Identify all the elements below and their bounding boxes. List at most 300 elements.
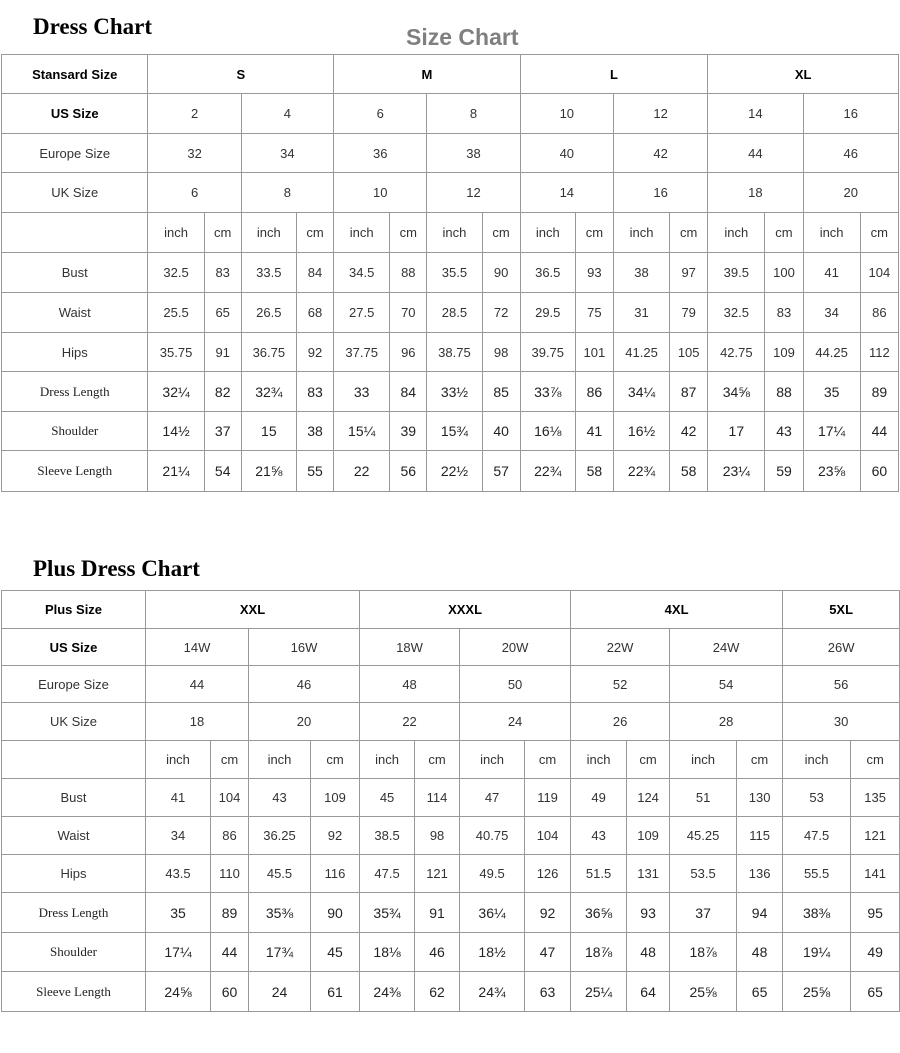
measurement-cell: 25.5 [148, 293, 204, 333]
measurement-cell: 35.75 [148, 333, 204, 372]
measurement-cell: 60 [860, 451, 898, 492]
unit-row [2, 213, 899, 253]
measurement-cell: 34⅝ [708, 372, 765, 412]
measurement-cell: 91 [415, 893, 460, 933]
measurement-cell: 75 [575, 293, 613, 333]
size-value-cell: 8 [241, 173, 333, 213]
measurement-cell: 112 [860, 333, 898, 372]
measurement-cell: 51.5 [571, 855, 627, 893]
row-label: UK Size [2, 703, 146, 741]
size-value-cell: 32 [148, 134, 241, 173]
unit-cell: inch [427, 213, 482, 253]
row-label: Dress Length [2, 372, 148, 412]
measurement-cell: 93 [575, 253, 613, 293]
measurement-row [2, 293, 899, 333]
measurement-cell: 17¼ [803, 412, 860, 451]
size-value-cell: 16W [249, 629, 360, 666]
size-value-cell: 20W [460, 629, 571, 666]
size-value-cell: 28 [670, 703, 783, 741]
measurement-cell: 35 [803, 372, 860, 412]
measurement-cell: 41.25 [613, 333, 669, 372]
size-value-cell: 14W [146, 629, 249, 666]
measurement-cell: 64 [627, 972, 670, 1012]
size-value-cell: 18W [360, 629, 460, 666]
size-value-cell: 40 [520, 134, 613, 173]
size-value-cell: 20 [803, 173, 898, 213]
measurement-cell: 35 [146, 893, 211, 933]
measurement-cell: 32.5 [708, 293, 765, 333]
size-group-cell: M [334, 55, 521, 94]
measurement-cell: 42.75 [708, 333, 765, 372]
measurement-row [2, 779, 900, 817]
measurement-cell: 40.75 [460, 817, 525, 855]
size-conversion-row [2, 173, 899, 213]
measurement-cell: 22¾ [520, 451, 575, 492]
measurement-cell: 90 [482, 253, 520, 293]
row-label: Europe Size [2, 666, 146, 703]
measurement-cell: 38 [296, 412, 333, 451]
measurement-cell: 136 [737, 855, 783, 893]
measurement-cell: 41 [146, 779, 211, 817]
size-value-cell: 24W [670, 629, 783, 666]
row-label: Bust [2, 779, 146, 817]
measurement-cell: 35⅜ [249, 893, 311, 933]
size-value-cell: 2 [148, 94, 241, 134]
measurement-cell: 15¾ [427, 412, 482, 451]
measurement-cell: 115 [737, 817, 783, 855]
measurement-cell: 24⅝ [146, 972, 211, 1012]
measurement-row [2, 372, 899, 412]
measurement-cell: 61 [311, 972, 360, 1012]
size-value-cell: 44 [146, 666, 249, 703]
size-value-cell: 38 [427, 134, 520, 173]
measurement-cell: 24 [249, 972, 311, 1012]
measurement-cell: 17¼ [146, 933, 211, 972]
measurement-cell: 58 [670, 451, 708, 492]
measurement-cell: 38 [613, 253, 669, 293]
plus-dress-chart-title: Plus Dress Chart [33, 556, 200, 581]
measurement-cell: 34 [803, 293, 860, 333]
measurement-row [2, 855, 900, 893]
size-value-cell: 4 [241, 94, 333, 134]
measurement-cell: 33 [334, 372, 390, 412]
size-value-cell: 34 [241, 134, 333, 173]
measurement-cell: 19¼ [783, 933, 851, 972]
measurement-cell: 53.5 [670, 855, 737, 893]
measurement-cell: 23⅝ [803, 451, 860, 492]
measurement-cell: 32¼ [148, 372, 204, 412]
row-label: Hips [2, 333, 148, 372]
measurement-row [2, 933, 900, 972]
measurement-cell: 58 [575, 451, 613, 492]
measurement-row [2, 253, 899, 293]
measurement-cell: 27.5 [334, 293, 390, 333]
size-value-cell: 54 [670, 666, 783, 703]
measurement-cell: 21¼ [148, 451, 204, 492]
measurement-cell: 43.5 [146, 855, 211, 893]
measurement-cell: 47.5 [360, 855, 415, 893]
measurement-cell: 83 [765, 293, 803, 333]
measurement-cell: 14½ [148, 412, 204, 451]
unit-cell: cm [311, 741, 360, 779]
measurement-cell: 65 [737, 972, 783, 1012]
dress-size-table [1, 54, 899, 492]
unit-cell: cm [204, 213, 241, 253]
unit-cell: inch [803, 213, 860, 253]
unit-cell: cm [670, 213, 708, 253]
measurement-cell: 114 [415, 779, 460, 817]
measurement-cell: 109 [765, 333, 803, 372]
measurement-cell: 33½ [427, 372, 482, 412]
measurement-cell: 59 [765, 451, 803, 492]
measurement-row [2, 412, 899, 451]
row-label [2, 741, 146, 779]
measurement-cell: 89 [860, 372, 898, 412]
measurement-cell: 104 [860, 253, 898, 293]
measurement-cell: 98 [482, 333, 520, 372]
size-value-cell: 46 [249, 666, 360, 703]
measurement-cell: 41 [575, 412, 613, 451]
size-header-label: Stansard Size [2, 55, 148, 94]
unit-cell: cm [765, 213, 803, 253]
measurement-cell: 24⅜ [360, 972, 415, 1012]
measurement-cell: 22 [334, 451, 390, 492]
measurement-cell: 26.5 [241, 293, 296, 333]
row-label: Waist [2, 817, 146, 855]
measurement-cell: 110 [211, 855, 249, 893]
measurement-cell: 109 [627, 817, 670, 855]
measurement-cell: 92 [296, 333, 333, 372]
size-value-cell: 50 [460, 666, 571, 703]
size-value-cell: 18 [708, 173, 803, 213]
measurement-cell: 35.5 [427, 253, 482, 293]
measurement-cell: 33.5 [241, 253, 296, 293]
measurement-cell: 92 [525, 893, 571, 933]
row-label: UK Size [2, 173, 148, 213]
measurement-cell: 60 [211, 972, 249, 1012]
unit-cell: cm [296, 213, 333, 253]
size-value-cell: 36 [334, 134, 427, 173]
size-value-cell: 12 [427, 173, 520, 213]
measurement-cell: 49.5 [460, 855, 525, 893]
measurement-cell: 15¼ [334, 412, 390, 451]
size-group-cell: 4XL [571, 591, 783, 629]
measurement-cell: 16⅛ [520, 412, 575, 451]
measurement-cell: 44.25 [803, 333, 860, 372]
measurement-cell: 34 [146, 817, 211, 855]
unit-cell: cm [737, 741, 783, 779]
measurement-cell: 18⅞ [571, 933, 627, 972]
measurement-cell: 55.5 [783, 855, 851, 893]
measurement-row [2, 972, 900, 1012]
unit-cell: inch [670, 741, 737, 779]
unit-cell: inch [708, 213, 765, 253]
measurement-cell: 86 [860, 293, 898, 333]
measurement-cell: 21⅝ [241, 451, 296, 492]
unit-cell: cm [415, 741, 460, 779]
dress-chart-title: Dress Chart [33, 14, 153, 39]
size-value-cell: 16 [803, 94, 898, 134]
measurement-cell: 70 [390, 293, 427, 333]
size-chart-title: Size Chart [406, 24, 519, 50]
measurement-cell: 92 [311, 817, 360, 855]
measurement-cell: 45.25 [670, 817, 737, 855]
measurement-cell: 39 [390, 412, 427, 451]
measurement-cell: 40 [482, 412, 520, 451]
size-group-cell: XL [708, 55, 899, 94]
size-conversion-row [2, 629, 900, 666]
measurement-cell: 119 [525, 779, 571, 817]
measurement-cell: 68 [296, 293, 333, 333]
measurement-cell: 116 [311, 855, 360, 893]
row-label: Shoulder [2, 933, 146, 972]
size-value-cell: 30 [783, 703, 900, 741]
measurement-cell: 86 [575, 372, 613, 412]
size-value-cell: 26W [783, 629, 900, 666]
measurement-cell: 57 [482, 451, 520, 492]
size-value-cell: 52 [571, 666, 670, 703]
unit-cell: inch [334, 213, 390, 253]
measurement-cell: 44 [211, 933, 249, 972]
size-value-cell: 22 [360, 703, 460, 741]
measurement-cell: 36.25 [249, 817, 311, 855]
measurement-cell: 36⅝ [571, 893, 627, 933]
measurement-cell: 36¼ [460, 893, 525, 933]
measurement-cell: 104 [525, 817, 571, 855]
measurement-cell: 38.75 [427, 333, 482, 372]
measurement-row [2, 333, 899, 372]
measurement-cell: 84 [390, 372, 427, 412]
measurement-cell: 87 [670, 372, 708, 412]
measurement-cell: 28.5 [427, 293, 482, 333]
size-value-cell: 8 [427, 94, 520, 134]
measurement-cell: 82 [204, 372, 241, 412]
measurement-cell: 37 [204, 412, 241, 451]
measurement-cell: 37 [670, 893, 737, 933]
measurement-cell: 23¼ [708, 451, 765, 492]
unit-row [2, 741, 900, 779]
measurement-cell: 22½ [427, 451, 482, 492]
unit-cell: cm [525, 741, 571, 779]
measurement-cell: 85 [482, 372, 520, 412]
size-group-cell: S [148, 55, 334, 94]
plus-size-table [1, 590, 900, 1012]
unit-cell: cm [390, 213, 427, 253]
measurement-cell: 121 [415, 855, 460, 893]
size-header-row [2, 55, 899, 94]
size-value-cell: 24 [460, 703, 571, 741]
measurement-cell: 63 [525, 972, 571, 1012]
row-label: Shoulder [2, 412, 148, 451]
unit-cell: inch [360, 741, 415, 779]
unit-cell: cm [482, 213, 520, 253]
measurement-cell: 32¾ [241, 372, 296, 412]
measurement-cell: 39.5 [708, 253, 765, 293]
measurement-cell: 124 [627, 779, 670, 817]
size-conversion-row [2, 94, 899, 134]
size-value-cell: 56 [783, 666, 900, 703]
size-conversion-row [2, 703, 900, 741]
size-group-cell: XXL [146, 591, 360, 629]
size-header-row [2, 591, 900, 629]
row-label: Bust [2, 253, 148, 293]
unit-cell: cm [627, 741, 670, 779]
measurement-cell: 36.75 [241, 333, 296, 372]
measurement-cell: 31 [613, 293, 669, 333]
size-value-cell: 10 [520, 94, 613, 134]
measurement-cell: 43 [249, 779, 311, 817]
size-value-cell: 18 [146, 703, 249, 741]
measurement-cell: 45 [360, 779, 415, 817]
measurement-cell: 22¾ [613, 451, 669, 492]
size-value-cell: 16 [613, 173, 707, 213]
measurement-cell: 131 [627, 855, 670, 893]
measurement-cell: 43 [765, 412, 803, 451]
measurement-cell: 96 [390, 333, 427, 372]
measurement-cell: 51 [670, 779, 737, 817]
size-value-cell: 12 [613, 94, 707, 134]
measurement-cell: 25¼ [571, 972, 627, 1012]
measurement-cell: 54 [204, 451, 241, 492]
measurement-cell: 91 [204, 333, 241, 372]
measurement-cell: 47.5 [783, 817, 851, 855]
measurement-cell: 48 [627, 933, 670, 972]
measurement-cell: 130 [737, 779, 783, 817]
row-label: Sleeve Length [2, 972, 146, 1012]
measurement-cell: 141 [851, 855, 900, 893]
measurement-cell: 83 [204, 253, 241, 293]
measurement-cell: 46 [415, 933, 460, 972]
measurement-cell: 25⅝ [670, 972, 737, 1012]
measurement-cell: 38.5 [360, 817, 415, 855]
measurement-cell: 88 [390, 253, 427, 293]
size-group-cell: XXXL [360, 591, 571, 629]
row-label: Europe Size [2, 134, 148, 173]
measurement-cell: 25⅝ [783, 972, 851, 1012]
unit-cell: cm [211, 741, 249, 779]
measurement-cell: 104 [211, 779, 249, 817]
row-label: Dress Length [2, 893, 146, 933]
measurement-cell: 48 [737, 933, 783, 972]
size-group-cell: 5XL [783, 591, 900, 629]
measurement-cell: 100 [765, 253, 803, 293]
measurement-cell: 18⅛ [360, 933, 415, 972]
measurement-cell: 24¾ [460, 972, 525, 1012]
unit-cell: cm [860, 213, 898, 253]
measurement-cell: 56 [390, 451, 427, 492]
size-value-cell: 14 [520, 173, 613, 213]
size-value-cell: 10 [334, 173, 427, 213]
size-value-cell: 48 [360, 666, 460, 703]
measurement-cell: 15 [241, 412, 296, 451]
unit-cell: inch [241, 213, 296, 253]
measurement-cell: 49 [571, 779, 627, 817]
unit-cell: cm [575, 213, 613, 253]
size-value-cell: 42 [613, 134, 707, 173]
unit-cell: inch [520, 213, 575, 253]
size-value-cell: 6 [148, 173, 241, 213]
measurement-cell: 37.75 [334, 333, 390, 372]
measurement-cell: 65 [851, 972, 900, 1012]
measurement-row [2, 451, 899, 492]
measurement-cell: 90 [311, 893, 360, 933]
size-conversion-row [2, 666, 900, 703]
measurement-cell: 16½ [613, 412, 669, 451]
size-value-cell: 44 [708, 134, 803, 173]
unit-cell: inch [613, 213, 669, 253]
measurement-cell: 62 [415, 972, 460, 1012]
unit-cell: inch [146, 741, 211, 779]
measurement-cell: 18⅞ [670, 933, 737, 972]
measurement-cell: 45.5 [249, 855, 311, 893]
row-label: US Size [2, 629, 146, 666]
measurement-cell: 33⅞ [520, 372, 575, 412]
unit-cell: cm [851, 741, 900, 779]
measurement-cell: 86 [211, 817, 249, 855]
measurement-cell: 38⅜ [783, 893, 851, 933]
measurement-row [2, 893, 900, 933]
measurement-cell: 84 [296, 253, 333, 293]
measurement-cell: 121 [851, 817, 900, 855]
measurement-cell: 88 [765, 372, 803, 412]
size-header-label: Plus Size [2, 591, 146, 629]
measurement-cell: 109 [311, 779, 360, 817]
size-value-cell: 14 [708, 94, 803, 134]
measurement-row [2, 817, 900, 855]
measurement-cell: 42 [670, 412, 708, 451]
measurement-cell: 18½ [460, 933, 525, 972]
unit-cell: inch [571, 741, 627, 779]
size-group-cell: L [520, 55, 708, 94]
measurement-cell: 94 [737, 893, 783, 933]
measurement-cell: 89 [211, 893, 249, 933]
measurement-cell: 55 [296, 451, 333, 492]
row-label: Hips [2, 855, 146, 893]
size-value-cell: 6 [334, 94, 427, 134]
size-value-cell: 20 [249, 703, 360, 741]
row-label: Waist [2, 293, 148, 333]
measurement-cell: 34¼ [613, 372, 669, 412]
size-value-cell: 26 [571, 703, 670, 741]
unit-cell: inch [783, 741, 851, 779]
unit-cell: inch [249, 741, 311, 779]
measurement-cell: 44 [860, 412, 898, 451]
row-label: Sleeve Length [2, 451, 148, 492]
measurement-cell: 47 [460, 779, 525, 817]
size-value-cell: 46 [803, 134, 898, 173]
measurement-cell: 93 [627, 893, 670, 933]
size-conversion-row [2, 134, 899, 173]
measurement-cell: 79 [670, 293, 708, 333]
measurement-cell: 105 [670, 333, 708, 372]
measurement-cell: 98 [415, 817, 460, 855]
measurement-cell: 35¾ [360, 893, 415, 933]
measurement-cell: 65 [204, 293, 241, 333]
measurement-cell: 41 [803, 253, 860, 293]
measurement-cell: 34.5 [334, 253, 390, 293]
measurement-cell: 17 [708, 412, 765, 451]
row-label [2, 213, 148, 253]
measurement-cell: 45 [311, 933, 360, 972]
unit-cell: inch [460, 741, 525, 779]
measurement-cell: 95 [851, 893, 900, 933]
measurement-cell: 83 [296, 372, 333, 412]
measurement-cell: 32.5 [148, 253, 204, 293]
row-label: US Size [2, 94, 148, 134]
measurement-cell: 53 [783, 779, 851, 817]
measurement-cell: 49 [851, 933, 900, 972]
measurement-cell: 126 [525, 855, 571, 893]
